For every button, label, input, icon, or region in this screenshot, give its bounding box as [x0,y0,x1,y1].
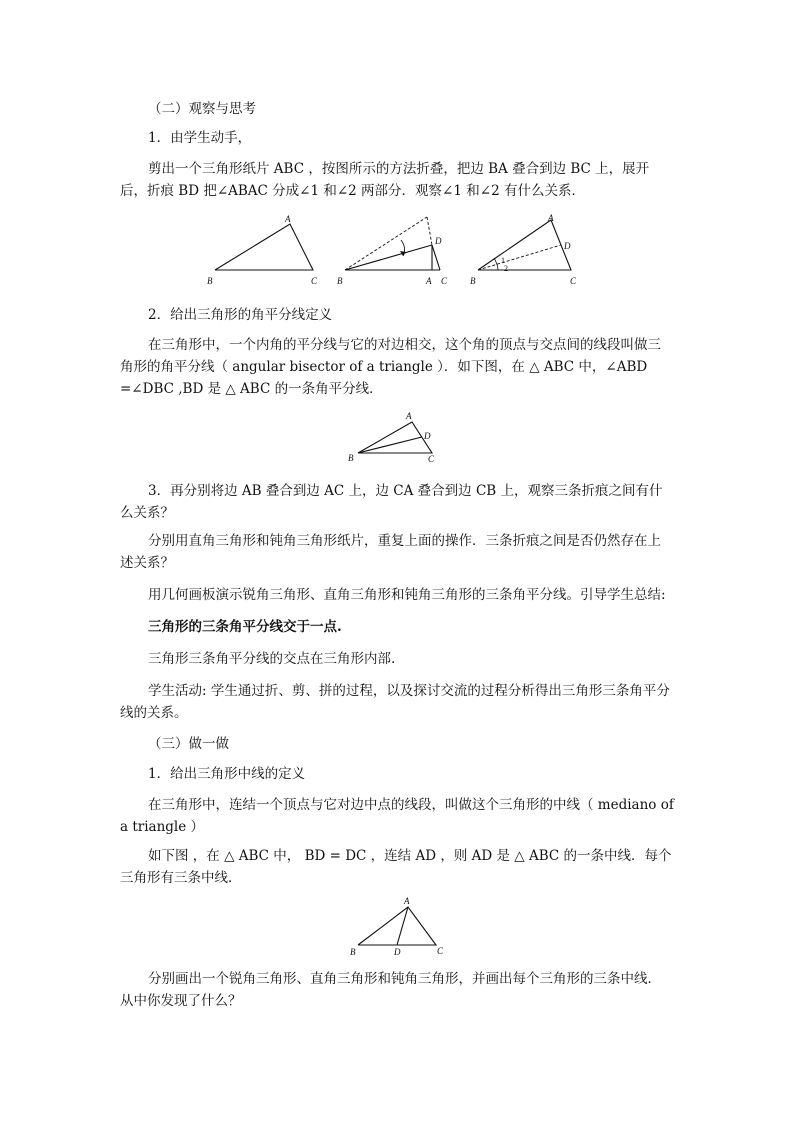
bisector-bd [358,437,422,453]
label-a: A [285,214,291,224]
angle-label-2: 2 [504,264,508,273]
student-activity: 学生活动: 学生通过折、剪、拼的过程，以及探讨交流的过程分析得出三角形三条角平分线的关系。 [120,683,670,721]
triangle-outline [215,224,313,270]
final-paragraph: 分别画出一个锐角三角形、直角三角形和钝角三角形，并画出每个三角形的三条中线．从中你发现了什么？ [120,971,661,1009]
item1-paragraph: 剪出一个三角形纸片 ABC ，按图所示的方法折叠，把边 BA 叠合到边 BC 上，展开后，折痕 BD 把∠ABAC 分成∠1 和∠2 两部分．观察∠1 和∠2 有什么关系． [120,161,650,199]
item2-heading: 2．给出三角形的角平分线定义 [148,307,333,323]
figure-folding [335,212,460,288]
label-b: B [207,276,213,286]
crease-bd [478,245,561,270]
angle-arc-2 [496,262,498,270]
label-d: D [435,236,442,246]
triangle-outline [478,220,571,270]
label-b: B [348,453,354,463]
item2-paragraph: 在三角形中，一个内角的平分线与它的对边相交，这个角的顶点与交点间的线段叫做三角形的角平分线（ angular bisector of a triangle ）．如下图，在 △ ABC 中，∠ABD =∠DBC ,BD 是 △ ABC 的一条角平分线． [120,337,661,397]
median-definition: 在三角形中，连结一个顶点与它对边中点的线段，叫做这个三角形的中线（ mediano of a triangle ） [120,797,674,835]
figure-triangle-abc [205,212,325,288]
angle-label-1: 1 [501,256,505,265]
figure-unfolded [468,212,583,288]
label-a: A [404,896,410,906]
median-heading: 1．给出三角形中线的定义 [148,766,306,782]
label-c: C [311,276,318,286]
label-a: A [548,213,554,223]
right-obtuse-paragraph: 分别用直角三角形和钝角三角形纸片，重复上面的操作．三条折痕之间是否仍然存在上述关系？ [120,533,661,571]
label-c: C [428,454,435,464]
fold-line-bd [345,245,432,270]
label-c: C [570,276,577,286]
label-d: D [394,947,401,957]
triangle-outline [358,907,436,945]
label-b: B [350,947,356,957]
label-c: C [437,946,444,956]
label-d: D [424,431,431,441]
original-side-ad [427,217,432,245]
item3-paragraph: 3．再分别将边 AB 叠合到边 AC 上，边 CA 叠合到边 CB 上，观察三条折痕之间有什么关系？ [120,483,663,521]
section3-title: （三）做一做 [148,736,229,752]
label-d: D [564,241,571,251]
label-a: A [406,411,412,421]
median-ad [397,907,408,945]
item1-heading: 1．由学生动手， [148,130,252,146]
section2-title: （二）观察与思考 [148,101,256,117]
conclusion-bold: 三角形的三条角平分线交于一点. [148,619,342,635]
conclusion-inside: 三角形三条角平分线的交点在三角形内部. [148,651,396,667]
figure-median [344,893,454,963]
side-dc [432,245,440,270]
median-example: 如下图 ，在 △ ABC 中， BD = DC ，连结 AD ，则 AD 是 △ ABC 的一条中线．每个三角形有三条中线． [120,848,672,886]
label-c: C [441,276,448,286]
label-b: B [470,276,476,286]
label-b: B [337,276,343,286]
label-a: A [426,276,432,286]
original-side-ba [345,217,427,270]
geometer-paragraph: 用几何画板演示锐角三角形、直角三角形和钝角三角形的三条角平分线。引导学生总结: [148,587,666,603]
figure-angle-bisector [344,408,444,466]
